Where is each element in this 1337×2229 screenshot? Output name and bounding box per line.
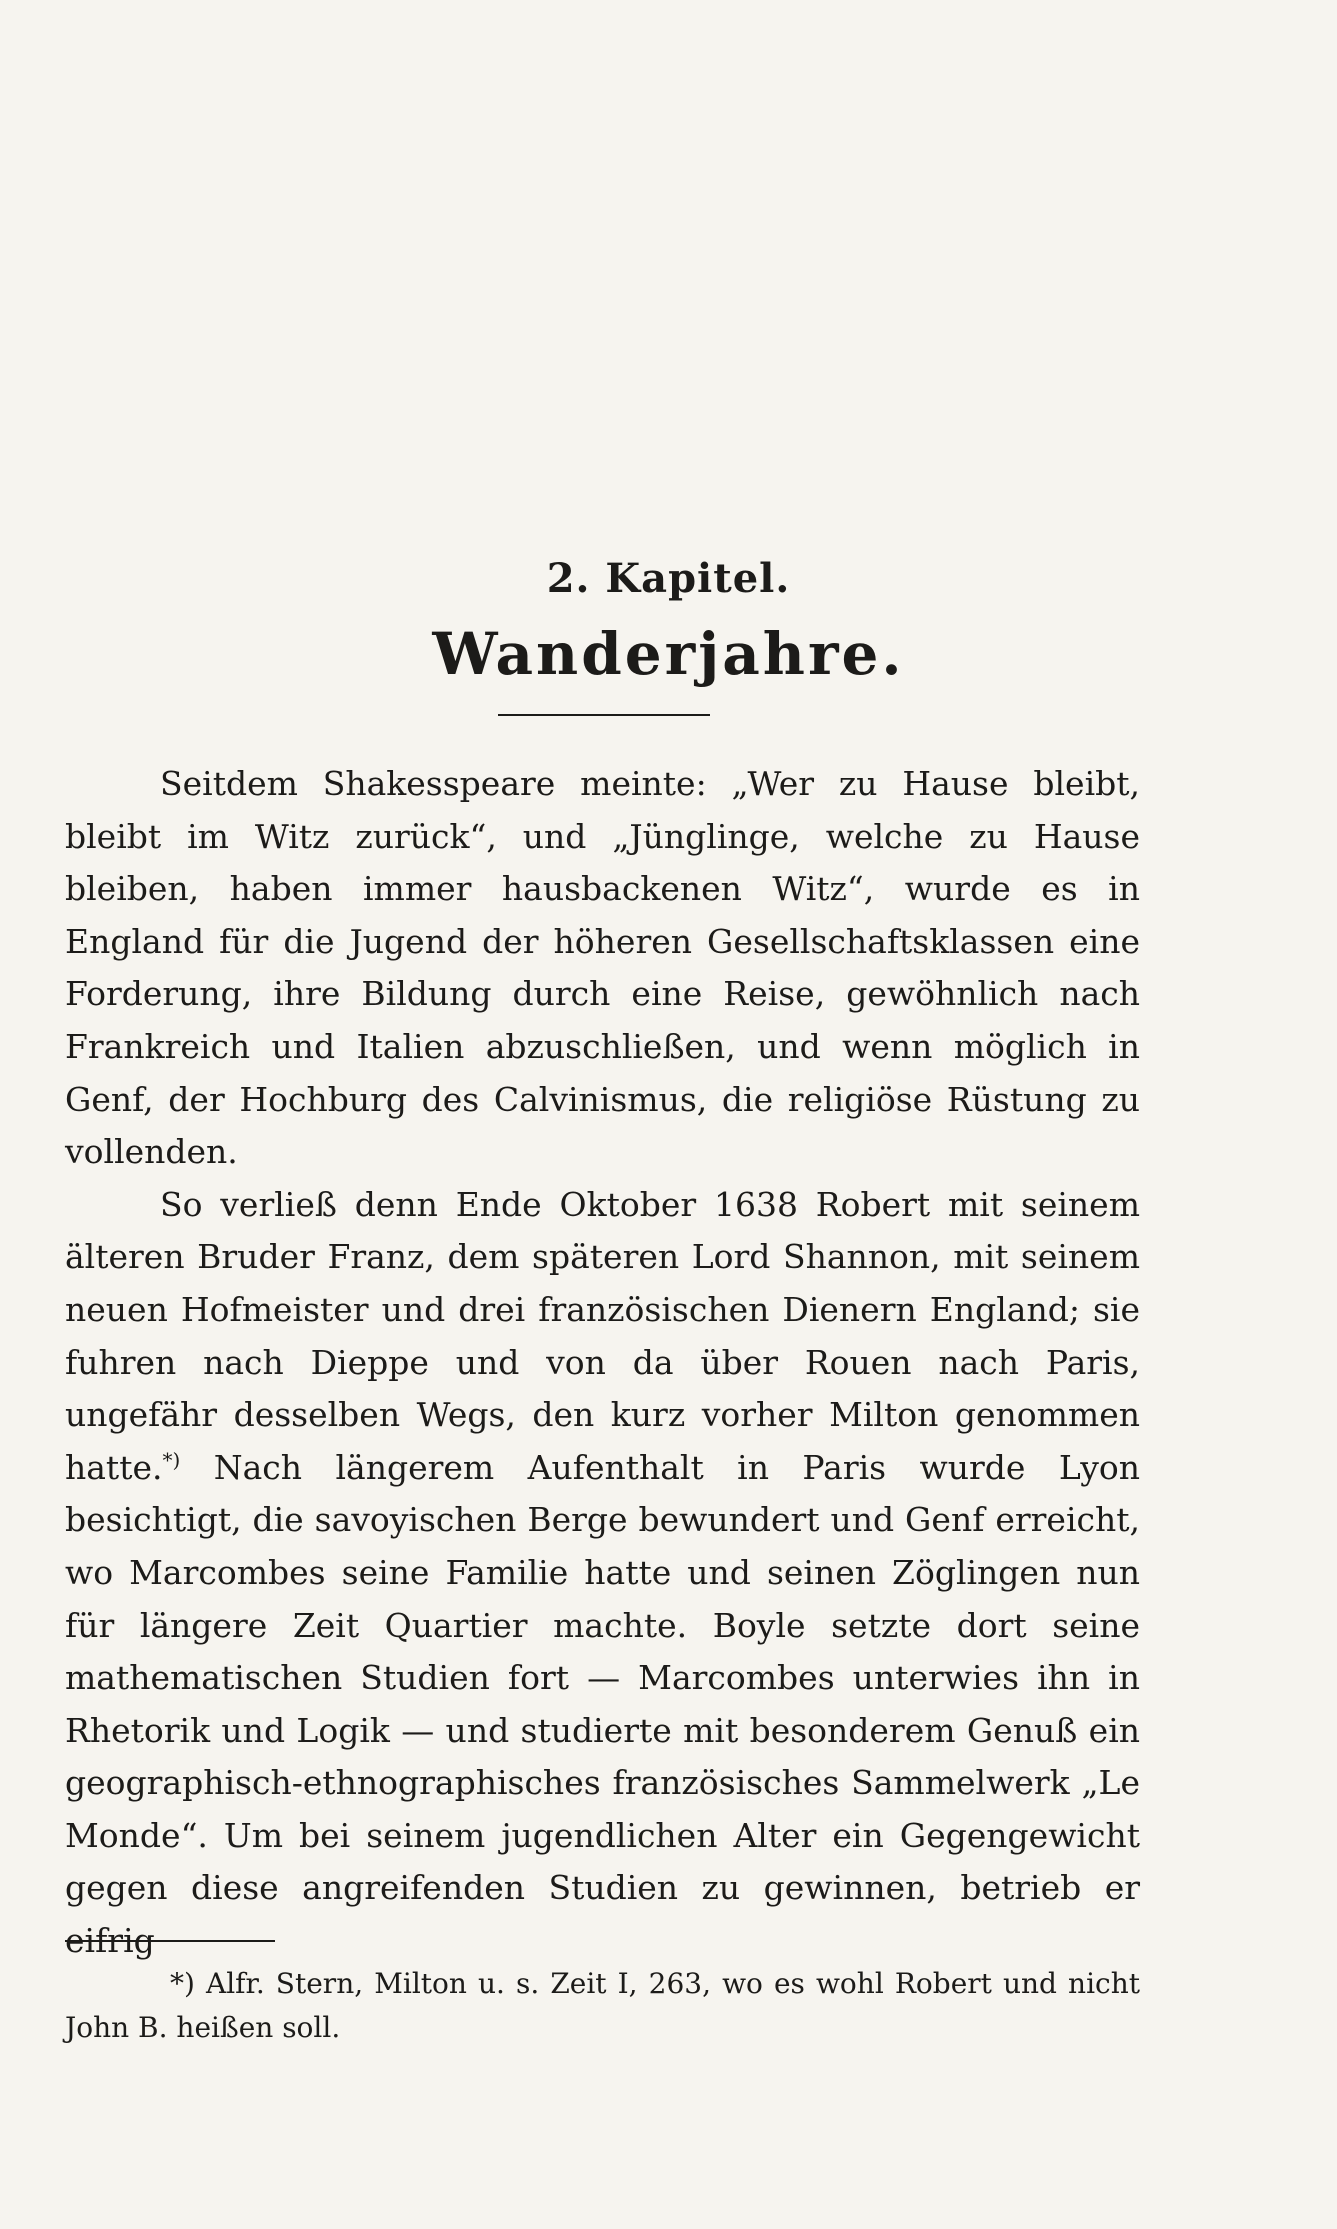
body-text [65,758,1140,1968]
paragraph-2 [65,1179,1140,1968]
title-divider [498,714,710,716]
chapter-title: Wanderjahre. [432,620,905,688]
chapter-number: 2. Kapitel. [546,555,791,602]
footnote-reference: *) [162,1447,181,1472]
paragraph-1: Seitdem Shakesspeare meinte: „Wer zu Hause bleibt, bleibt im Witz zurück“, und „Jünglinge, welche zu Hause bleiben, haben immer hausbackenen Witz“, wurde es in England für die Jugend der höheren Gesellschaftsklassen eine Forderung, ihre Bildung durch eine Reise, gewöhnlich nach Frankreich und Italien abzuschließen, und wenn möglich in Genf, der Hochburg des Calvinismus, die religiöse Rüstung zu vollenden. [65,764,1140,1172]
paragraph-2-part-2: Nach längerem Aufenthalt in Paris wurde Lyon besichtigt, die savoyischen Berge bewundert und Genf erreicht, wo Marcombes seine Familie hatte und seinen Zöglingen nun für längere Zeit Quartier machte. Boyle setzte dort seine mathematischen Studien fort — Marcombes unterwies ihn in Rhetorik und Logik — und studierte mit besonderem Genuß ein geographisch-ethnographisches französisches Sammelwerk „Le Monde“. Um bei seinem jugendlichen Alter ein Gegengewicht gegen diese angreifenden Studien zu gewinnen, betrieb er eifrig [65,1447,1140,1961]
paragraph-2-part-1: So verließ denn Ende Oktober 1638 Robert mit seinem älteren Bruder Franz, dem späteren Lord Shannon, mit seinem neuen Hofmeister und drei französischen Dienern England; sie fuhren nach Dieppe und von da über Rouen nach Paris, ungefähr desselben Wegs, den kurz vorher Milton genommen hatte. [65,1184,1140,1487]
footnote: *) Alfr. Stern, Milton u. s. Zeit I, 263, wo es wohl Robert und nicht John B. heißen soll. [65,1967,1140,2044]
footnote-divider [65,1940,275,1942]
